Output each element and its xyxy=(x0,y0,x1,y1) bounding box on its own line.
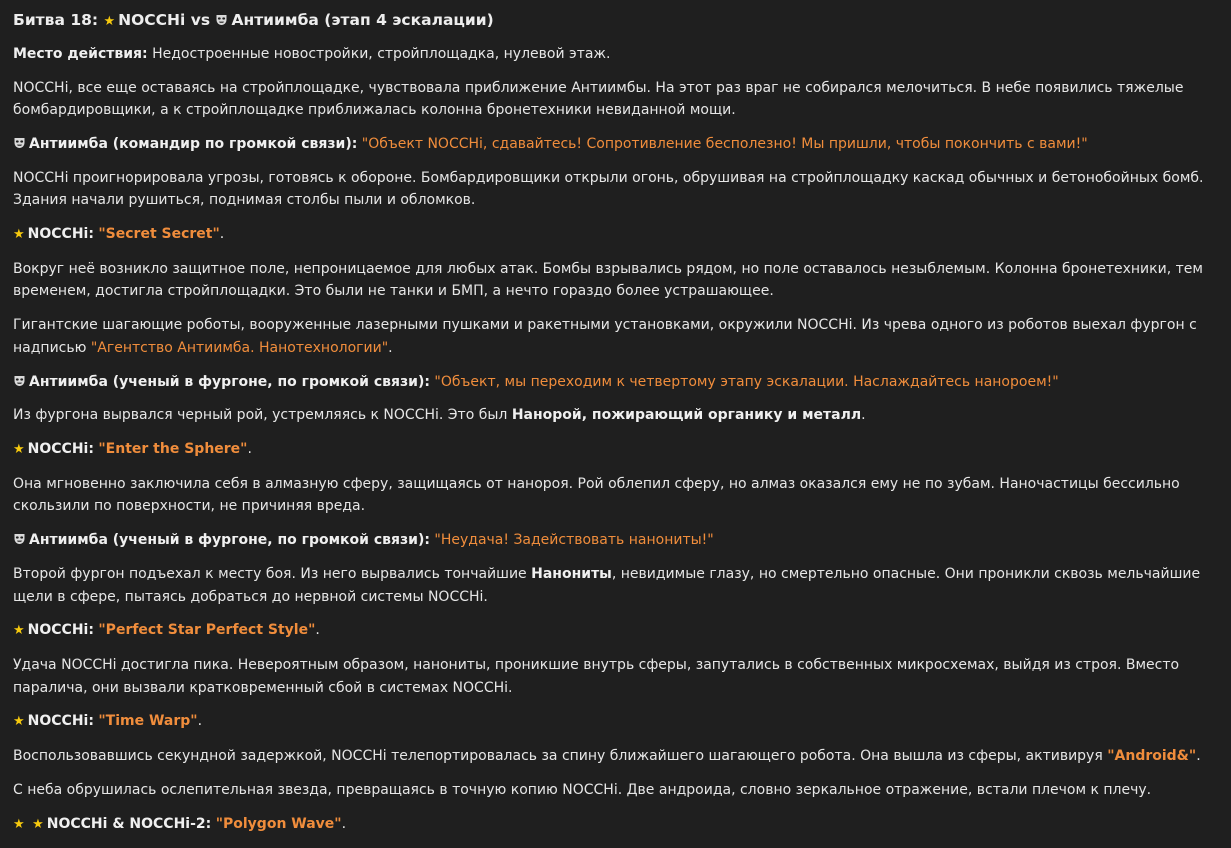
paragraph-narration: NOCCHi, все еще оставаясь на стройплощадке, чувствовала приближение Антиимбы. На этот раз враг не собирался мелочиться. В небе появились тяжелые бомбардировщики, а к стройплощадке приближалась колонна бронетехники невиданной мощи. xyxy=(13,79,1184,119)
quote-text: "Неудача! Задействовать нанониты!" xyxy=(434,532,714,549)
narration-text: Второй фургон подъехал к месту боя. Из него вырвались тончайшие xyxy=(13,566,527,583)
punctuation: . xyxy=(341,815,347,832)
paragraph-narration xyxy=(13,745,1218,768)
speaker-name: Антиимба (ученый в фургоне, по громкой связи): xyxy=(29,532,430,549)
paragraph-location xyxy=(13,43,1218,66)
punctuation: . xyxy=(315,622,320,639)
paragraph-dialogue xyxy=(13,371,1218,394)
star-icon: ★ xyxy=(13,714,25,730)
bold-text: Нанониты xyxy=(531,566,612,583)
star-icon: ★ xyxy=(13,623,25,639)
mask-icon xyxy=(13,532,26,545)
paragraph-narration: С неба обрушилась ослепительная звезда, превращаясь в точную копию NOCCHi. Две андроида, словно зеркальное отражение, встали плечом к плечу. xyxy=(13,782,1152,799)
paragraph-dialogue xyxy=(13,438,1218,462)
paragraph-narration: Она мгновенно заключила себя в алмазную сферу, защищаясь от нанороя. Рой облепил сферу, но алмаз оказался ему не по зубам. Наночастицы бессильно скользили по поверхности, не причиняя вреда. xyxy=(13,475,1180,515)
location-label: Место действия: xyxy=(13,46,148,62)
mask-icon xyxy=(215,13,228,26)
ability-name: "Perfect Star Perfect Style" xyxy=(98,622,316,639)
mask-icon xyxy=(13,136,26,149)
quote-text: "Объект, мы переходим к четвертому этапу эскалации. Наслаждайтесь нанороем!" xyxy=(434,373,1059,390)
ability-name: "Polygon Wave" xyxy=(215,815,342,832)
paragraph-dialogue xyxy=(13,529,1218,552)
paragraph-narration: Удача NOCCHi достигла пика. Невероятным образом, нанониты, проникшие внутрь сферы, запутались в собственных микросхемах, выйдя из строя. Вместо паралича, они вызвали кратковременный сбой в системах NOCCHi. xyxy=(13,657,1180,696)
speaker-name: Антиимба (командир по громкой связи): xyxy=(29,136,358,153)
star-icon: ★ xyxy=(13,816,25,832)
ability-name: "Android&" xyxy=(1107,748,1197,765)
paragraph-narration xyxy=(13,563,1218,608)
bold-text: Нанорой, пожирающий органику и металл xyxy=(511,407,862,424)
title-villain: Антиимба (этап 4 эскалации) xyxy=(231,11,494,29)
punctuation: . xyxy=(388,339,393,356)
location-text: Недостроенные новостройки, стройплощадка, нулевой этаж. xyxy=(152,46,611,62)
title-hero: NOCCHi vs xyxy=(118,11,211,29)
punctuation: . xyxy=(197,713,203,730)
paragraph-dialogue xyxy=(13,619,1218,643)
paragraph-dialogue xyxy=(13,223,1218,247)
paragraph-dialogue xyxy=(13,813,1218,837)
star-icon: ★ xyxy=(32,816,44,832)
ability-name: "Time Warp" xyxy=(98,713,198,730)
paragraph-dialogue xyxy=(13,133,1218,156)
title-prefix: Битва 18: xyxy=(13,11,99,29)
ability-name: "Enter the Sphere" xyxy=(98,441,248,458)
paragraph-narration xyxy=(13,404,1218,427)
narration-text: , невидимые глазу, но смертельно опасные. Они проникли сквозь мельчайшие щели в сфере, пытаясь добраться до нервной системы NOCCHi. xyxy=(13,566,1201,605)
speaker-name: NOCCHi: xyxy=(27,226,94,243)
paragraph-narration: NOCCHi проигнорировала угрозы, готовясь к обороне. Бомбардировщики открыли огонь, обрушивая на стройплощадку каскад обычных и бетонобойных бомб. Здания начали рушиться, поднимая столбы пыли и обломков. xyxy=(13,169,1204,209)
battle-title xyxy=(13,9,1218,33)
punctuation: . xyxy=(219,226,225,243)
punctuation: . xyxy=(1196,748,1201,765)
narration-text: Из фургона вырвался черный рой, устремляясь к NOCCHi. Это был xyxy=(13,407,508,424)
paragraph-dialogue xyxy=(13,710,1218,734)
speaker-name: Антиимба (ученый в фургоне, по громкой связи): xyxy=(29,373,430,390)
ability-name: "Secret Secret" xyxy=(98,226,220,243)
chat-message-content xyxy=(13,9,1218,848)
star-icon: ★ xyxy=(13,227,25,243)
speaker-name: NOCCHi: xyxy=(27,622,94,639)
paragraph-narration: Вокруг неё возникло защитное поле, непроницаемое для любых атак. Бомбы взрывались рядом, но поле оставалось незыблемым. Колонна бронетехники, тем временем, достигла стройплощадки. Это были не танки и БМП, а нечто гораздо более устрашающее. xyxy=(13,260,1203,300)
quote-text: "Агентство Антиимба. Нанотехнологии" xyxy=(90,339,389,356)
quote-text: "Объект NOCCHi, сдавайтесь! Сопротивление бесполезно! Мы пришли, чтобы покончить с вами!" xyxy=(361,136,1088,153)
star-icon: ★ xyxy=(103,14,116,29)
punctuation: . xyxy=(861,407,866,424)
punctuation: . xyxy=(247,441,252,458)
narration-text: Гигантские шагающие роботы, вооруженные лазерными пушками и ракетными установками, окружили NOCCHi. Из чрева одного из роботов выехал фургон с надписью xyxy=(13,317,1197,356)
mask-icon xyxy=(13,374,26,387)
paragraph-narration xyxy=(13,314,1218,359)
narration-text: Воспользовавшись секундной задержкой, NOCCHi телепортировалась за спину ближайшего шагающего робота. Она вышла из сферы, активируя xyxy=(13,748,1103,765)
star-icon: ★ xyxy=(13,442,25,458)
speaker-name: NOCCHi: xyxy=(27,713,94,730)
speaker-name: NOCCHi & NOCCHi-2: xyxy=(46,815,212,832)
speaker-name: NOCCHi: xyxy=(27,441,94,458)
